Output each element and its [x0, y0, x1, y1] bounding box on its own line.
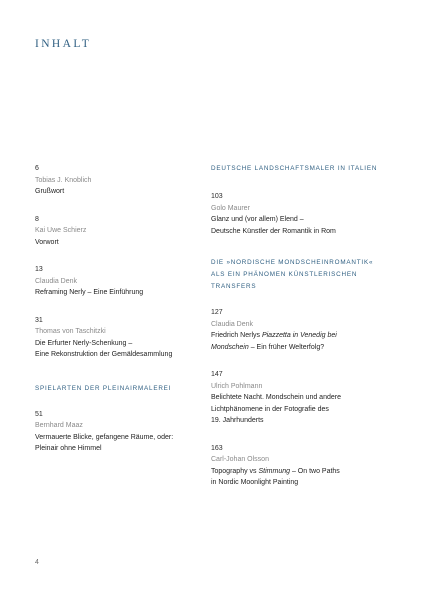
entry-title: Reframing Nerly – Eine Einführung — [35, 289, 144, 296]
toc-entry — [35, 163, 217, 198]
title-italic: Mondschein — [211, 343, 249, 351]
title-text: Friedrich Nerlys — [211, 332, 262, 339]
entry-title: Die Erfurter Nerly-Schenkung – — [35, 339, 133, 347]
author-name: Golo Maurer — [211, 204, 250, 212]
toc-entry — [211, 307, 396, 353]
section-heading-line: ALS EIN PHÄNOMEN KÜNSTLERISCHEN — [211, 271, 358, 278]
author-name: Thomas von Taschitzki — [35, 328, 106, 335]
section-heading: SPIELARTEN DER PLEINAIRMALEREI — [35, 384, 172, 392]
author-name: Claudia Denk — [211, 320, 254, 328]
page-number: 51 — [35, 410, 43, 418]
author-name: Tobias J. Knoblich — [35, 176, 92, 184]
author-name: Carl-Johan Olsson — [211, 456, 269, 463]
section-heading — [211, 257, 396, 293]
section-heading: DEUTSCHE LANDSCHAFTSMALER IN ITALIEN — [211, 165, 378, 172]
title-italic: Piazzetta in Venedig bei — [261, 332, 337, 339]
title-text: Topography vs — [211, 467, 259, 475]
page-heading: INHALT — [35, 38, 92, 50]
page-number: 127 — [211, 309, 223, 316]
title-italic: Stimmung — [258, 467, 290, 475]
title-text: – On two Paths — [290, 467, 340, 475]
author-name: Claudia Denk — [35, 277, 78, 285]
toc-entry — [211, 369, 396, 427]
entry-title: Lichtphänomene in der Fotografie des — [211, 405, 329, 413]
section-heading-line: DIE »NORDISCHE MONDSCHEINROMANTIK« — [211, 259, 374, 266]
entry-title: Pleinair ohne Himmel — [35, 445, 102, 452]
toc-right-column — [211, 163, 396, 505]
author-name: Bernhard Maaz — [35, 422, 83, 429]
page-number: 147 — [211, 371, 223, 378]
entry-title: 19. Jahrhunderts — [211, 417, 264, 424]
page-number: 163 — [211, 444, 223, 452]
toc-entry — [35, 214, 217, 249]
toc-entry — [211, 191, 396, 237]
entry-title — [211, 466, 396, 478]
section-heading-line: TRANSFERS — [211, 283, 257, 290]
page-folio: 4 — [35, 559, 39, 566]
toc-entry — [211, 443, 396, 489]
toc-left-column — [35, 163, 217, 471]
toc-entry — [35, 409, 217, 455]
toc-entry — [35, 315, 217, 361]
entry-title: Vorwort — [35, 238, 59, 246]
page-number: 103 — [211, 193, 223, 200]
page-number: 8 — [35, 215, 39, 223]
entry-title: Glanz und (vor allem) Elend – — [211, 216, 304, 223]
entry-title: Belichtete Nacht. Mondschein und andere — [211, 394, 341, 401]
entry-title: in Nordic Moonlight Painting — [211, 479, 299, 486]
entry-title — [211, 342, 396, 354]
entry-title: Grußwort — [35, 188, 65, 195]
page-number: 13 — [35, 266, 43, 273]
author-name: Ulrich Pohlmann — [211, 382, 263, 390]
entry-title: Eine Rekonstruktion der Gemäldesammlung — [35, 351, 173, 358]
entry-title: Deutsche Künstler der Romantik in Rom — [211, 227, 336, 235]
author-name: Kai Uwe Schierz — [35, 227, 87, 234]
page-number: 31 — [35, 316, 43, 324]
toc-entry — [35, 264, 217, 299]
title-text: – Ein früher Welterfolg? — [248, 343, 325, 351]
entry-title: Vermauerte Blicke, gefangene Räume, oder: — [35, 433, 174, 441]
entry-title — [211, 330, 396, 342]
page-number: 6 — [35, 165, 39, 172]
